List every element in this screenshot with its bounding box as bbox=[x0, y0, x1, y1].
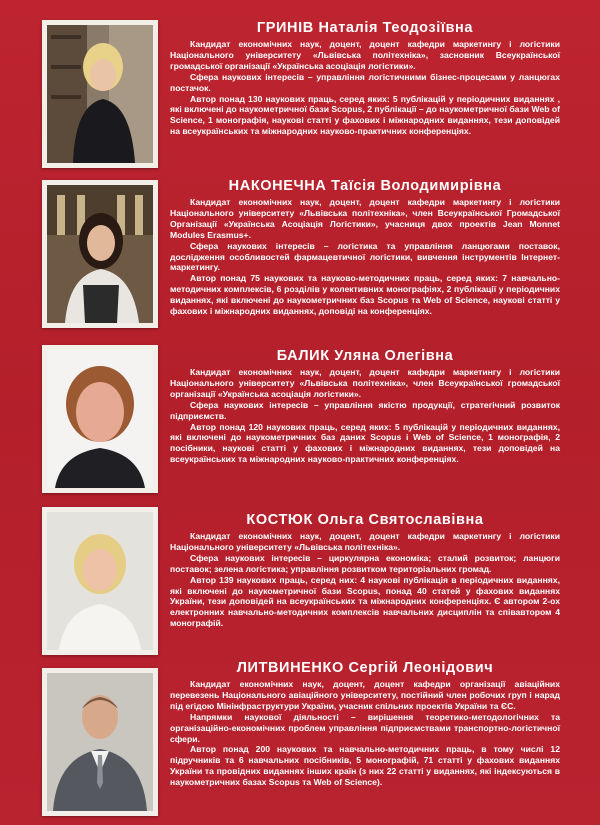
surname: БАЛИК bbox=[276, 348, 330, 364]
given-names: Уляна Олегівна bbox=[334, 348, 454, 364]
bio-position: Кандидат економічних наук, доцент, доцент кафедри маркетингу і логістики Національного університету «Львівська політехніка», засновник Всеукраїнської громадської організації «Українська асоціація логістики». bbox=[170, 39, 560, 71]
surname: НАКОНЕЧНА bbox=[228, 178, 327, 194]
person-name bbox=[170, 660, 560, 676]
portrait-photo bbox=[42, 20, 158, 168]
portrait-image bbox=[47, 185, 153, 323]
given-names: Сергій Леонідович bbox=[348, 660, 494, 676]
surname: КОСТЮК bbox=[246, 512, 313, 528]
bio-position: Кандидат економічних наук, доцент, доцент кафедри організації авіаційних перевезень Національного авіаційного університету, постійний член робочих груп і нарад під егідою Мінінфраструктури України, учасник спільних проектів України та ЄС. bbox=[170, 679, 560, 711]
bio-interests: Напрямки наукової діяльності – вирішення теоретико-методологічних та організаційно-економічних проблем управління підприємствами транспортно-логістичної сфери. bbox=[170, 711, 560, 744]
person-name bbox=[170, 512, 560, 528]
bio-interests: Сфера наукових інтересів – управління логістичними бізнес-процесами у ланцюгах постачок. bbox=[170, 71, 560, 93]
given-names: Ольга Святославівна bbox=[317, 512, 484, 528]
portrait-image bbox=[47, 25, 153, 163]
person-name bbox=[170, 178, 560, 194]
portrait-photo bbox=[42, 180, 158, 328]
portrait-image bbox=[47, 350, 153, 488]
bio-publications: Автор понад 120 наукових праць, серед яких: 5 публікацій у періодичних виданнях, які включені до наукометричних баз даних Scopus і Web of Science, 1 монографія, 2 посібники, наукові статті у фахових і міжнародних виданнях, тези доповідей на всеукраїнських та міжнародних науково-практичних конференціях. bbox=[170, 421, 560, 465]
portrait-photo bbox=[42, 507, 158, 655]
given-names: Наталія Теодозіївна bbox=[318, 20, 474, 36]
person-name bbox=[170, 348, 560, 364]
bio-position: Кандидат економічних наук, доцент, доцент кафедри маркетингу і логістики Національного університету «Львівська політехніка», член Всеукраїнської громадської організації «Українська асоціація логістики». bbox=[170, 367, 560, 399]
portrait-image bbox=[47, 673, 153, 811]
bio-publications: Автор понад 75 наукових та науково-методичних праць, серед яких: 7 навчально-методичних комплексів, 6 розділів у колективних монографіях, 2 публікації у періодичних виданнях, які включені до наукометричних баз Scopus та Web of Science, наукові статті у фахових і міжнародних виданнях, доповіді на конференціях. bbox=[170, 273, 560, 317]
given-names: Таїсія Володимирівна bbox=[331, 178, 502, 194]
bio-publications: Автор 139 наукових праць, серед них: 4 наукові публікація в періодичних виданнях, які включені до наукометричної бази Scopus, понад 40 статей у фахових виданнях України, тези доповідей на всеукраїнських та міжнародних конференціях. Є автором 2-ох електронних навчально-методичних комплексів навчальних дисциплін та співавтором 4 монографій. bbox=[170, 574, 560, 629]
bio-interests: Сфера наукових інтересів – логістика та управління ланцюгами поставок, дослідження особливостей фармацевтичної логістики, вивчення інструментів Інтернет-маркетингу. bbox=[170, 240, 560, 273]
bio-interests: Сфера наукових інтересів – циркулярна економіка; сталий розвиток; ланцюги поставок; зелена логістика; управління розвитком територіальних громад. bbox=[170, 552, 560, 574]
portrait-image bbox=[47, 512, 153, 650]
person-name bbox=[170, 20, 560, 36]
portrait-photo bbox=[42, 345, 158, 493]
surname: ЛИТВИНЕНКО bbox=[236, 660, 344, 676]
surname: ГРИНІВ bbox=[256, 20, 314, 36]
bio-position: Кандидат економічних наук, доцент, доцент кафедри маркетингу і логістики Національного університету «Львівська політехніка». bbox=[170, 531, 560, 552]
bio-publications: Автор понад 130 наукових праць, серед яких: 5 публікацій у періодичних виданнях , які включені до наукометричної бази Scopus, 2 публікації – до наукометричної бази Web of Science, 1 монографія, наукові статті у фахових і міжнародних виданнях, тези доповідей на всеукраїнських та міжнародних науково-практичних конференціях. bbox=[170, 93, 560, 137]
bio-interests: Сфера наукових інтересів – управління якістю продукції, стратегічний розвиток підприємств. bbox=[170, 399, 560, 421]
bio-position: Кандидат економічних наук, доцент, доцент кафедри маркетингу і логістики Національного університету «Львівська політехніка», член Всеукраїнської Громадської Організації «Українська Асоціація Логістики», учасниця двох проектів Jean Monnet Modules Erasmus+. bbox=[170, 197, 560, 240]
bio-publications: Автор понад 200 наукових та навчально-методичних праць, в тому числі 12 підручників та 6 навчальних посібників, 5 монографій, 71 статті у фахових виданнях України та провідних виданнях інших країн (з них 22 статті у виданнях, які індексуються в наукометричних базах Scopus та Web of Science). bbox=[170, 744, 560, 788]
portrait-photo bbox=[42, 668, 158, 816]
